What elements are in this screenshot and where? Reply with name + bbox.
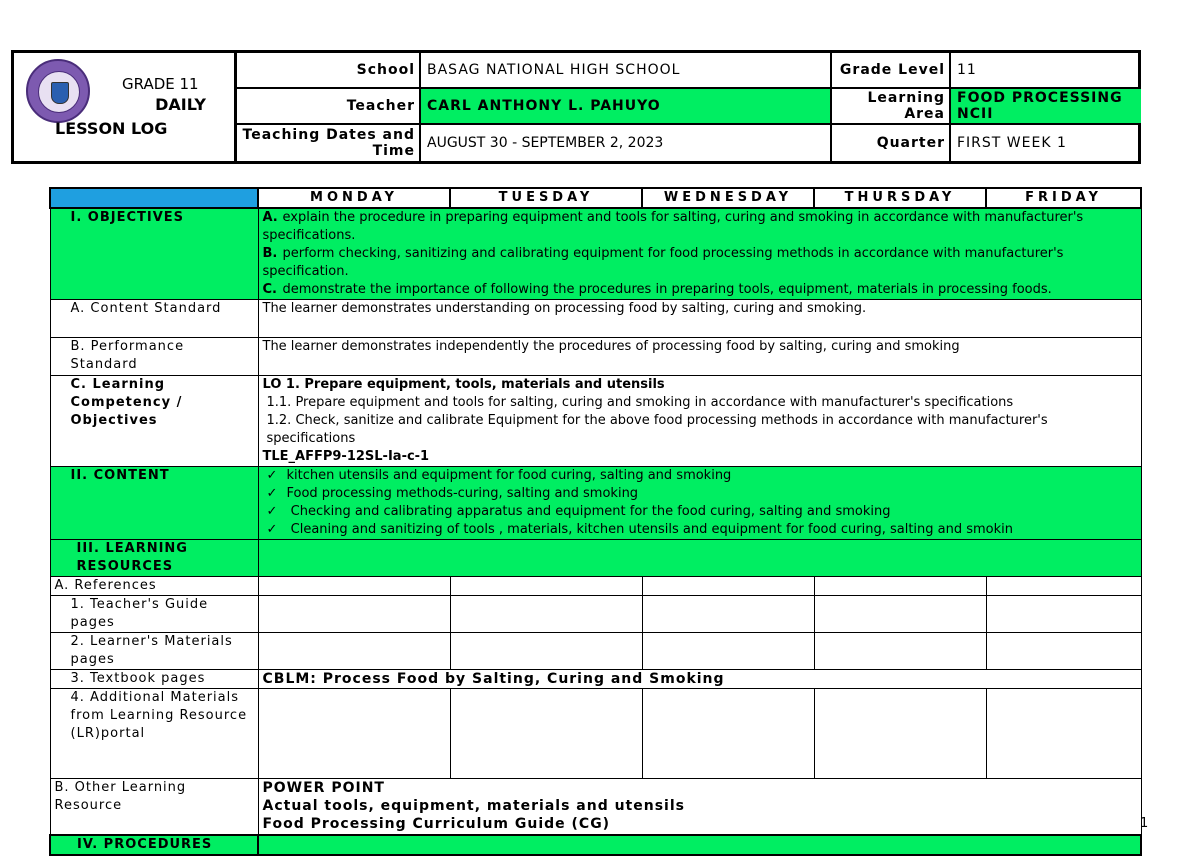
content-item: ✓ Cleaning and sanitizing of tools , materials, kitchen utensils and equipment for food curing, salting and smokin — [266, 522, 1014, 537]
objective-b: B. perform checking, sanitizing and calibrating equipment for food processing methods in accordance with manufacturer's specification. — [262, 246, 1064, 279]
other-resource-item: Actual tools, equipment, materials and utensils — [262, 798, 685, 814]
objective-a: A. explain the procedure in preparing equipment and tools for salting, curing and smoking in accordance with manufacturer's specifications. — [262, 210, 1084, 243]
content-standard-label: A. Content Standard — [50, 300, 258, 338]
performance-standard-row — [50, 338, 1141, 376]
other-resources-label: B. Other Learning Resource — [50, 779, 258, 835]
lesson-log-label: LESSON LOG — [55, 119, 168, 138]
content-row — [50, 467, 1141, 540]
competency-lo: LO 1. Prepare equipment, tools, materials and utensils — [262, 377, 665, 392]
learners-materials-label: 2. Learner's Materials pages — [50, 633, 258, 670]
quarter-label: Quarter — [832, 125, 951, 161]
day-thursday: THURSDAY — [814, 188, 986, 208]
references-row — [50, 577, 1141, 596]
teacher-label: Teacher — [235, 89, 421, 123]
other-resources-list — [258, 779, 1141, 835]
grade-level-value: 11 — [957, 62, 977, 78]
check-icon: ✓ — [266, 486, 278, 501]
content-item: ✓ Checking and calibrating apparatus and equipment for the food curing, salting and smoking — [266, 504, 891, 519]
daily-label: DAILY — [155, 95, 206, 114]
competency-label: C. Learning Competency / Objectives — [50, 376, 258, 467]
content-list — [258, 467, 1141, 540]
header-logo-cell — [14, 53, 237, 161]
lesson-log-table — [49, 187, 1142, 856]
teachers-guide-label: 1. Teacher's Guide pages — [50, 596, 258, 633]
additional-materials-label: 4. Additional Materials from Learning Resource (LR)portal — [50, 689, 258, 779]
content-standard-row — [50, 300, 1141, 338]
check-icon: ✓ — [266, 522, 278, 537]
teacher-value: CARL ANTHONY L. PAHUYO — [421, 89, 832, 123]
references-label: A. References — [50, 577, 258, 596]
content-item: ✓ Food processing methods-curing, salting and smoking — [266, 486, 639, 501]
days-row — [50, 188, 1141, 208]
procedures-label: IV. PROCEDURES — [50, 835, 258, 855]
procedures-cell — [258, 835, 1141, 855]
other-resource-item: Food Processing Curriculum Guide (CG) — [262, 816, 611, 832]
competency-row — [50, 376, 1141, 467]
objectives-label: I. OBJECTIVES — [50, 208, 258, 300]
textbook-value: CBLM: Process Food by Salting, Curing and Smoking — [258, 670, 1141, 689]
learning-resources-label: III. LEARNING RESOURCES — [50, 540, 258, 577]
objectives-list — [258, 208, 1141, 300]
page-number: 1 — [1140, 816, 1149, 831]
other-resource-item: POWER POINT — [262, 780, 385, 796]
quarter-value: FIRST WEEK 1 — [957, 135, 1067, 151]
competency-code: TLE_AFFP9-12SL-Ia-c-1 — [262, 449, 430, 464]
days-corner — [50, 188, 258, 208]
textbook-label: 3. Textbook pages — [50, 670, 258, 689]
learning-resources-row — [50, 540, 1141, 577]
header-grid — [235, 53, 1141, 161]
competency-sub-1: 1.1. Prepare equipment and tools for salting, curing and smoking in accordance with manufacturer's specifications — [266, 395, 1014, 410]
check-icon: ✓ — [266, 504, 278, 519]
learning-area-label: Learning Area — [832, 89, 951, 123]
check-icon: ✓ — [266, 468, 278, 483]
content-standard-text: The learner demonstrates understanding on processing food by salting, curing and smoking. — [258, 300, 1141, 338]
grade-level-label: Grade Level — [832, 53, 951, 87]
performance-standard-text: The learner demonstrates independently the procedures of processing food by salting, curing and smoking — [258, 338, 1141, 376]
objectives-row — [50, 208, 1141, 300]
day-wednesday: WEDNESDAY — [642, 188, 814, 208]
other-resources-row — [50, 779, 1141, 835]
school-value: BASAG NATIONAL HIGH SCHOOL — [421, 53, 832, 87]
day-friday: FRIDAY — [986, 188, 1141, 208]
day-tuesday: TUESDAY — [450, 188, 642, 208]
dates-value: AUGUST 30 - SEPTEMBER 2, 2023 — [421, 125, 832, 161]
learning-area-value: FOOD PROCESSING NCII — [951, 89, 1141, 123]
textbook-row — [50, 670, 1141, 689]
additional-materials-row — [50, 689, 1141, 779]
learning-resources-cell — [258, 540, 1141, 577]
objective-c: C. demonstrate the importance of following the procedures in preparing tools, equipment, materials in processing foods. — [262, 282, 1052, 297]
header-box — [11, 50, 1141, 164]
day-monday: MONDAY — [258, 188, 450, 208]
competency-cell — [258, 376, 1141, 467]
teachers-guide-row — [50, 596, 1141, 633]
grade-label: GRADE 11 — [122, 75, 199, 93]
performance-standard-label: B. Performance Standard — [50, 338, 258, 376]
dates-label: Teaching Dates and Time — [235, 125, 421, 161]
school-label: School — [235, 53, 421, 87]
content-item: ✓ kitchen utensils and equipment for food curing, salting and smoking — [266, 468, 732, 483]
competency-sub-2: 1.2. Check, sanitize and calibrate Equipment for the above food processing methods in accordance with manufacturer's specifications — [266, 413, 1048, 446]
procedures-row — [50, 835, 1141, 855]
learners-materials-row — [50, 633, 1141, 670]
content-label: II. CONTENT — [50, 467, 258, 540]
